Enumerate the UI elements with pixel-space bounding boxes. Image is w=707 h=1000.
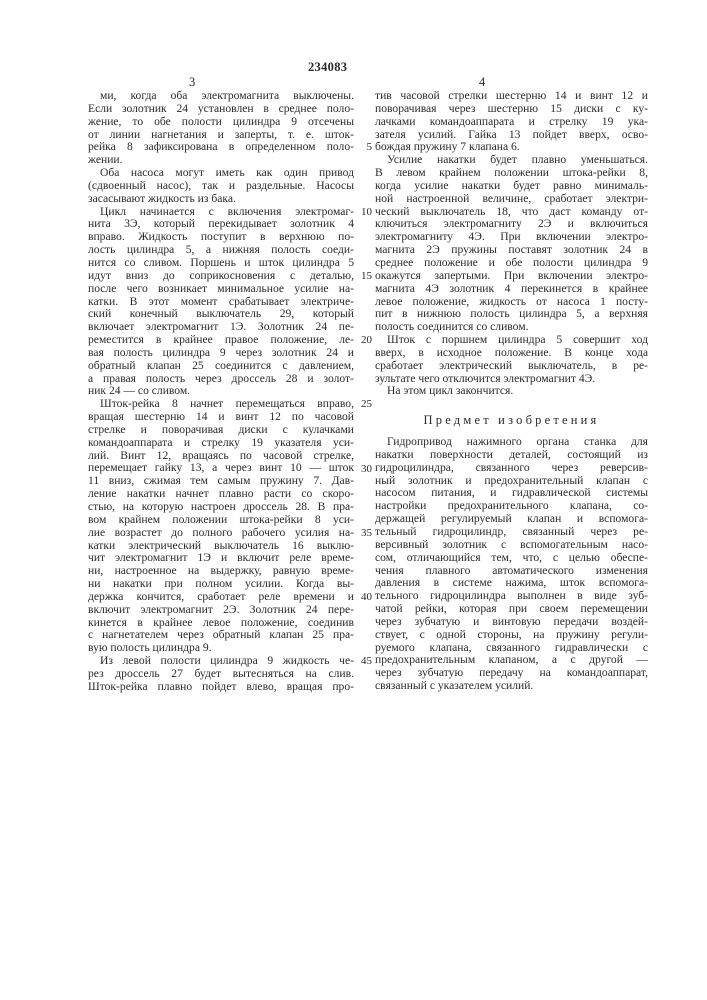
text-line: когда усилие накатки будет равно минималь-	[375, 180, 648, 193]
text-line: магнита 4Э золотник 4 перекинется в крайнее	[375, 283, 648, 296]
text-line: катки. В этот момент срабатывает электриче-	[88, 296, 354, 309]
text-line: Из левой полости цилиндра 9 жидкость че-	[88, 655, 354, 668]
text-line: лость цилиндра 5, а нижняя полость соеди-	[88, 244, 354, 257]
text-line: (сдвоенный насос), так и раздельные. Насосы	[88, 180, 354, 193]
text-line: ми, когда оба электромагнита выключены.	[88, 90, 354, 103]
text-line: ной настроенной величине, сработает электри-	[375, 193, 648, 206]
text-line: пит в нижнюю полость цилиндра 5, а верхняя	[375, 308, 648, 321]
text-line: Оба насоса могут иметь как один привод	[88, 167, 354, 180]
text-line: окажутся запертыми. При включении электро-	[375, 270, 648, 283]
text-line: сом, отличающийся тем, что, с целью обеспе-	[375, 552, 648, 565]
text-line: ческий выключатель 18, что даст команду от-	[375, 206, 648, 219]
line-number: 25	[358, 398, 372, 410]
text-line: лие возрастет до полного рабочего усилия на-	[88, 527, 354, 540]
text-line: обратный клапан 25 соединится с давлением,	[88, 360, 354, 373]
text-line: катки электрический выключатель 16 выклю-	[88, 540, 354, 553]
text-line: перемещает гайку 13, а через винт 10 — шток	[88, 462, 354, 475]
text-line: командоаппарата и стрелку 19 указателя уси-	[88, 437, 354, 450]
text-line: В левом крайнем положении штока-рейки 8,	[375, 167, 648, 180]
text-line: давления в системе нажима, шток вспомога-	[375, 577, 648, 590]
text-line: электромагниту 4Э. При включении электро-	[375, 231, 648, 244]
text-line: тив часовой стрелки шестерню 14 и винт 12 и	[375, 90, 648, 103]
line-number: 40	[358, 591, 372, 603]
text-line: Усилие накатки будет плавно уменьшаться.	[375, 154, 648, 167]
text-line: гидроцилиндра, связанного через реверсив-	[375, 462, 648, 475]
text-line: среднее положение и обе полости цилиндра 9	[375, 257, 648, 270]
text-line: насосом питания, и гидравлической системы	[375, 487, 648, 500]
text-line: руемого клапана, связанного гидравлически с	[375, 642, 648, 655]
text-line: реместится в крайнее правое положение, ле-	[88, 334, 354, 347]
page-number-left: 3	[189, 75, 195, 90]
line-number: 15	[358, 270, 372, 282]
text-line: вом крайнем положении штока-рейки 8 уси-	[88, 514, 354, 527]
right-column	[375, 90, 648, 693]
text-line: лий. Винт 12, вращаясь по часовой стрелке,	[88, 450, 354, 463]
text-line: На этом цикл закончится.	[375, 385, 648, 398]
text-line: жение, то обе полости цилиндра 9 отсечены	[88, 116, 354, 129]
text-line: бождая пружину 7 клапана 6.	[375, 141, 648, 154]
text-line: идут вниз до соприкосновения с деталью,	[88, 270, 354, 283]
text-line: Гидропривод нажимного органа станка для	[375, 436, 648, 449]
text-line: держащей регулируемый клапан и вспомога-	[375, 513, 648, 526]
text-line: поворачивая через шестерню 15 диски с ку-	[375, 103, 648, 116]
text-line: ключиться электромагниту 2Э и включиться	[375, 218, 648, 231]
text-line: чатой рейки, которая при своем перемещении	[375, 603, 648, 616]
text-line: стрелке и поворачивая диски с кулачками	[88, 424, 354, 437]
text-line: накатки поверхности деталей, состоящий из	[375, 449, 648, 462]
text-line: Шток с поршнем цилиндра 5 совершит ход	[375, 334, 648, 347]
text-line: полость соединится со сливом.	[375, 321, 648, 334]
text-line: вверх, в исходное положение. В конце хода	[375, 347, 648, 360]
text-line: включает электромагнит 1Э. Золотник 24 пе-	[88, 321, 354, 334]
text-line: ник 24 — со сливом.	[88, 385, 354, 398]
page-number-right: 4	[479, 75, 485, 90]
claims-heading: Предмет изобретения	[375, 414, 648, 427]
line-number: 30	[358, 463, 372, 475]
text-line: сработает электрический выключатель, в ре-	[375, 360, 648, 373]
text-line: включит электромагнит 2Э. Золотник 24 пере-	[88, 604, 354, 617]
line-number: 10	[358, 206, 372, 218]
text-line: от линии нагнетания и заперты, т. е. шток-	[88, 129, 354, 142]
text-line: чит электромагнит 1Э и включит реле време-	[88, 552, 354, 565]
text-line: настройки предохранительного клапана, со-	[375, 500, 648, 513]
text-line: ни накатки при полном усилии. Когда вы-	[88, 578, 354, 591]
text-line: жении.	[88, 154, 354, 167]
text-line: вую полость цилиндра 9.	[88, 642, 354, 655]
text-line: ный золотник и предохранительный клапан с	[375, 475, 648, 488]
text-line: левое положение, жидкость от насоса 1 посту-	[375, 296, 648, 309]
text-line: Шток-рейка плавно пойдет влево, вращая про-	[88, 681, 354, 694]
text-line: держка кончится, сработает реле времени и	[88, 591, 354, 604]
text-line: зультате чего отключится электромагнит 4Э.	[375, 373, 648, 386]
text-line: тельного гидроцилиндра выполнен в виде зуб-	[375, 590, 648, 603]
text-line: через зубчатую передачу на командоаппарат,	[375, 667, 648, 680]
text-line: Если золотник 24 установлен в среднее поло-	[88, 103, 354, 116]
text-line: вращая шестерню 14 и винт 12 по часовой	[88, 411, 354, 424]
line-number: 45	[358, 655, 372, 667]
text-line: нится со сливом. Поршень и шток цилиндра 5	[88, 257, 354, 270]
line-number: 5	[358, 141, 372, 153]
text-line: связанный с указателем усилий.	[375, 680, 648, 693]
text-line: нита 3Э, который перекидывает золотник 4	[88, 218, 354, 231]
text-line: а правая полость через дроссель 28 и золот-	[88, 373, 354, 386]
text-line: засасывают жидкость из бака.	[88, 193, 354, 206]
text-line: ление накатки начнет плавно расти со скоро-	[88, 488, 354, 501]
text-line: тельный гидроцилиндр, связанный через ре-	[375, 526, 648, 539]
text-line: через зубчатую и винтовую передачи воздей-	[375, 616, 648, 629]
text-line: кинется в крайнее левое положение, соединив	[88, 617, 354, 630]
text-line: вая полость цилиндра 9 через золотник 24 и	[88, 347, 354, 360]
text-line: рез дроссель 27 будет вытесняться на слив.	[88, 668, 354, 681]
text-line: стью, на которую настроен дроссель 28. В пра-	[88, 501, 354, 514]
text-line: магнита 2Э пружины поставят золотник 24 в	[375, 244, 648, 257]
text-line: ствует, с одной стороны, на пружину регули-	[375, 629, 648, 642]
patent-number: 234083	[308, 60, 347, 75]
text-line: после чего возникает минимальное усилие на-	[88, 283, 354, 296]
text-line: лачками командоаппарата и стрелку 19 ука-	[375, 116, 648, 129]
text-line: версивный золотник с вспомогательным насо-	[375, 539, 648, 552]
left-column	[88, 90, 354, 694]
text-line: зателя усилий. Гайка 13 пойдет вверх, осво-	[375, 129, 648, 142]
text-line: предохранительным клапаном, а с другой —	[375, 654, 648, 667]
text-line: рейка 8 зафиксирована в определенном поло-	[88, 141, 354, 154]
text-line: вправо. Жидкость поступит в верхнюю по-	[88, 231, 354, 244]
text-line: чения плавного автоматического изменения	[375, 565, 648, 578]
text-line: Цикл начинается с включения электромаг-	[88, 206, 354, 219]
line-number: 20	[358, 334, 372, 346]
text-line: с нагнетателем через обратный клапан 25 пра-	[88, 629, 354, 642]
text-line: 11 вниз, сжимая тем самым пружину 7. Дав-	[88, 475, 354, 488]
text-line: Шток-рейка 8 начнет перемещаться вправо,	[88, 398, 354, 411]
line-number: 35	[358, 527, 372, 539]
text-line: ни, настроенное на выдержку, равную време-	[88, 565, 354, 578]
text-line: ский конечный выключатель 29, который	[88, 308, 354, 321]
